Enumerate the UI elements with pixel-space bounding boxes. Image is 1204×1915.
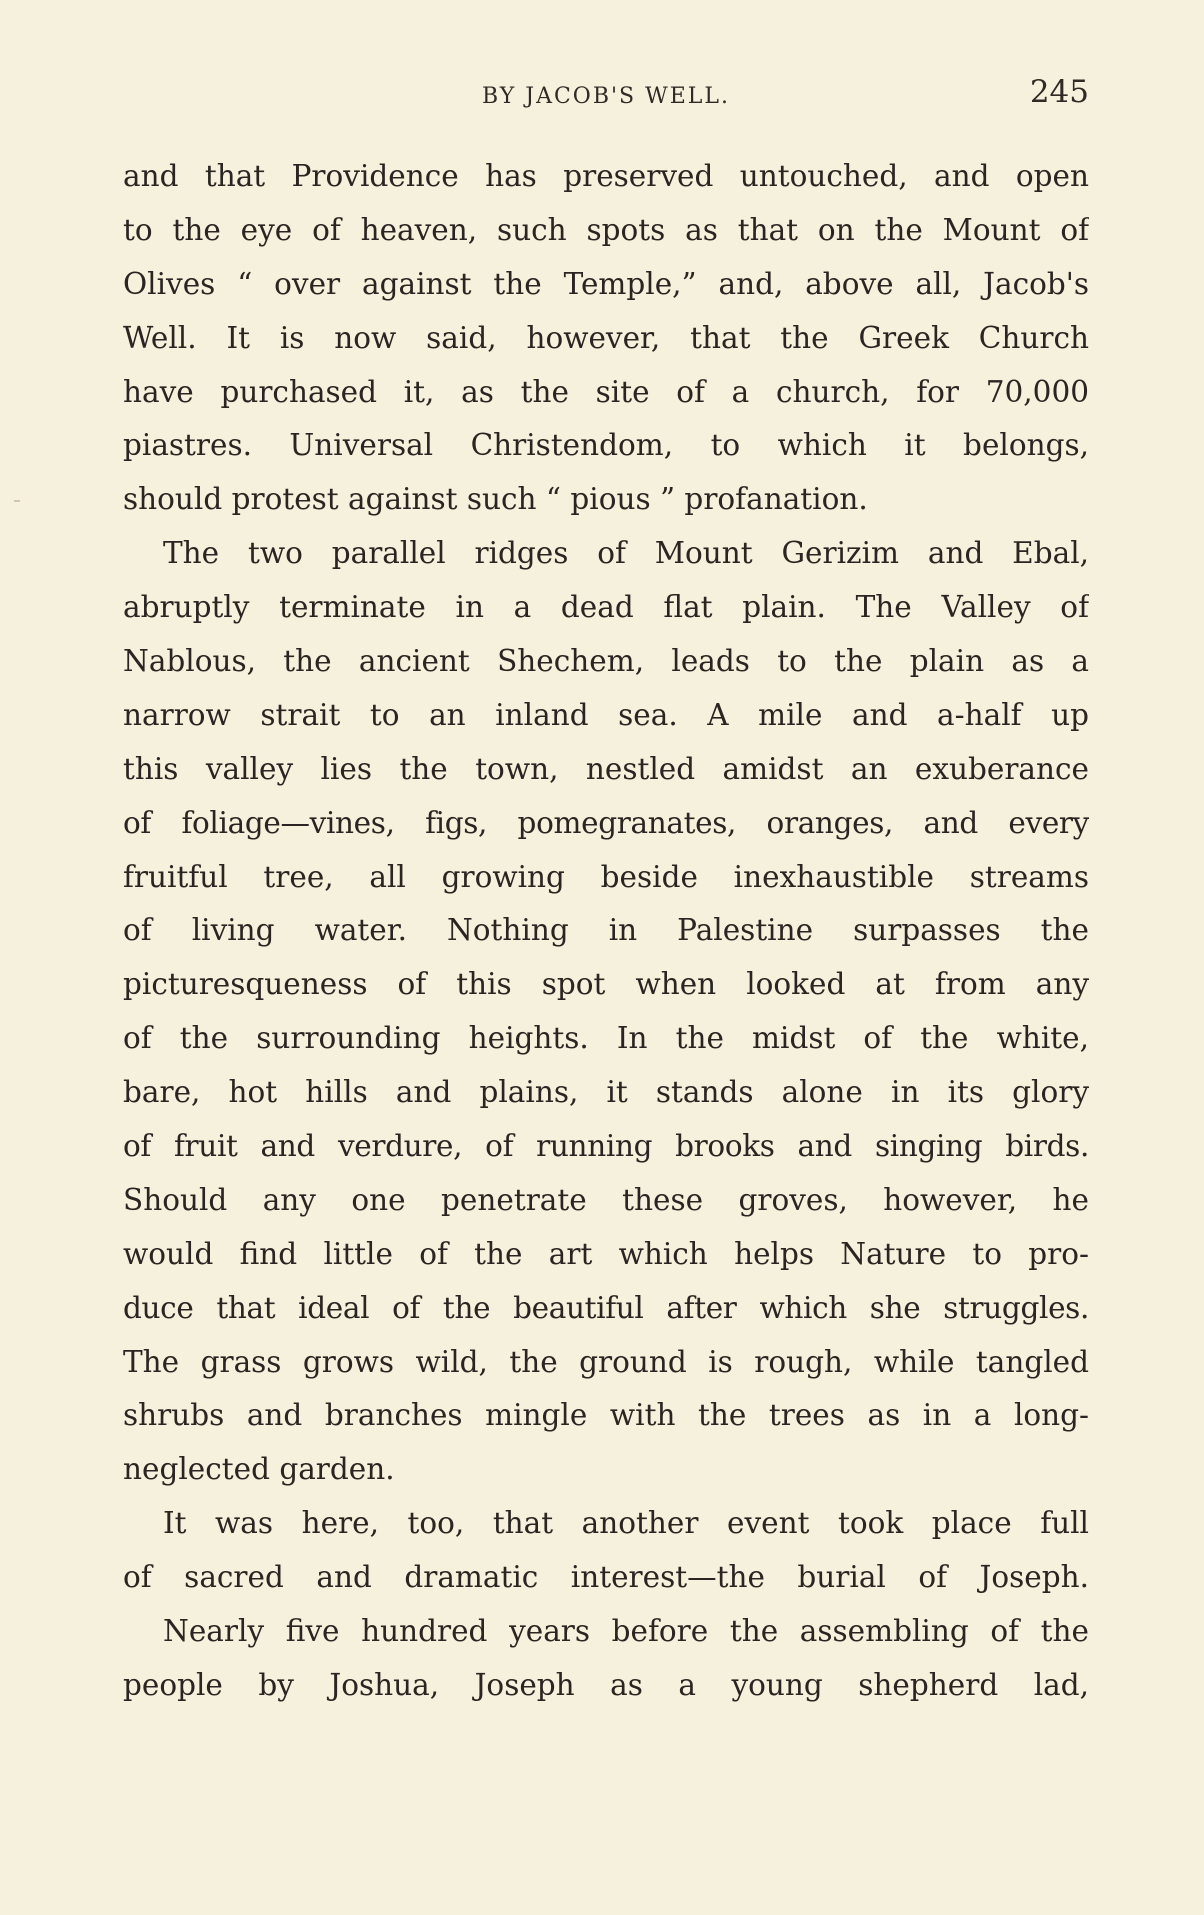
text-line: would find little of the art which helps Nature to pro- (123, 1236, 1089, 1271)
running-head (123, 74, 1089, 124)
text-line: narrow strait to an inland sea. A mile and a-half up (123, 697, 1089, 732)
paragraph-end-line: neglected garden. (123, 1452, 395, 1487)
paragraph-start-line: The two parallel ridges of Mount Gerizim and Ebal, (163, 536, 1089, 571)
text-line: Well. It is now said, however, that the Greek Church (123, 320, 1089, 355)
page-number: 245 (1029, 74, 1089, 110)
text-line: bare, hot hills and plains, it stands alone in its glory (123, 1075, 1089, 1110)
text-line: of the surrounding heights. In the midst of the white, (123, 1021, 1089, 1056)
text-line: Olives “ over against the Temple,” and, above all, Jacob's (123, 266, 1089, 301)
text-line: of fruit and verdure, of running brooks and singing birds. (123, 1129, 1089, 1164)
text-line: Should any one penetrate these groves, however, he (123, 1182, 1089, 1217)
text-line: shrubs and branches mingle with the trees as in a long- (123, 1398, 1089, 1433)
text-line: of living water. Nothing in Palestine surpasses the (123, 913, 1089, 948)
text-line: to the eye of heaven, such spots as that on the Mount of (123, 212, 1089, 247)
text-line: duce that ideal of the beautiful after which she struggles. (123, 1290, 1089, 1325)
paper-speck (14, 500, 20, 502)
text-line: Nablous, the ancient Shechem, leads to the plain as a (123, 644, 1089, 679)
text-line: this valley lies the town, nestled amidst an exuberance (123, 751, 1089, 786)
text-line: and that Providence has preserved untouched, and open (123, 159, 1089, 193)
text-line: abruptly terminate in a dead flat plain. The Valley of (123, 590, 1089, 625)
text-line: The grass grows wild, the ground is rough, while tangled (123, 1344, 1089, 1379)
text-line: picturesqueness of this spot when looked at from any (123, 967, 1089, 1002)
text-line: of sacred and dramatic interest—the burial of Joseph. (123, 1560, 1089, 1595)
text-line: people by Joshua, Joseph as a young shepherd lad, (123, 1667, 1089, 1702)
text-line: have purchased it, as the site of a church, for 70,000 (123, 374, 1089, 409)
text-line: fruitful tree, all growing beside inexhaustible streams (123, 859, 1089, 894)
body-text (123, 150, 1089, 1713)
text-line: piastres. Universal Christendom, to which it belongs, (123, 428, 1089, 463)
running-title: BY JACOB'S WELL. (481, 84, 731, 109)
paragraph-end-line: should protest against such “ pious ” profanation. (123, 482, 868, 517)
paragraph-start-line: Nearly five hundred years before the assembling of the (163, 1614, 1089, 1649)
text-line: of foliage—vines, figs, pomegranates, oranges, and every (123, 805, 1089, 840)
paragraph-start-line: It was here, too, that another event took place full (163, 1506, 1089, 1541)
